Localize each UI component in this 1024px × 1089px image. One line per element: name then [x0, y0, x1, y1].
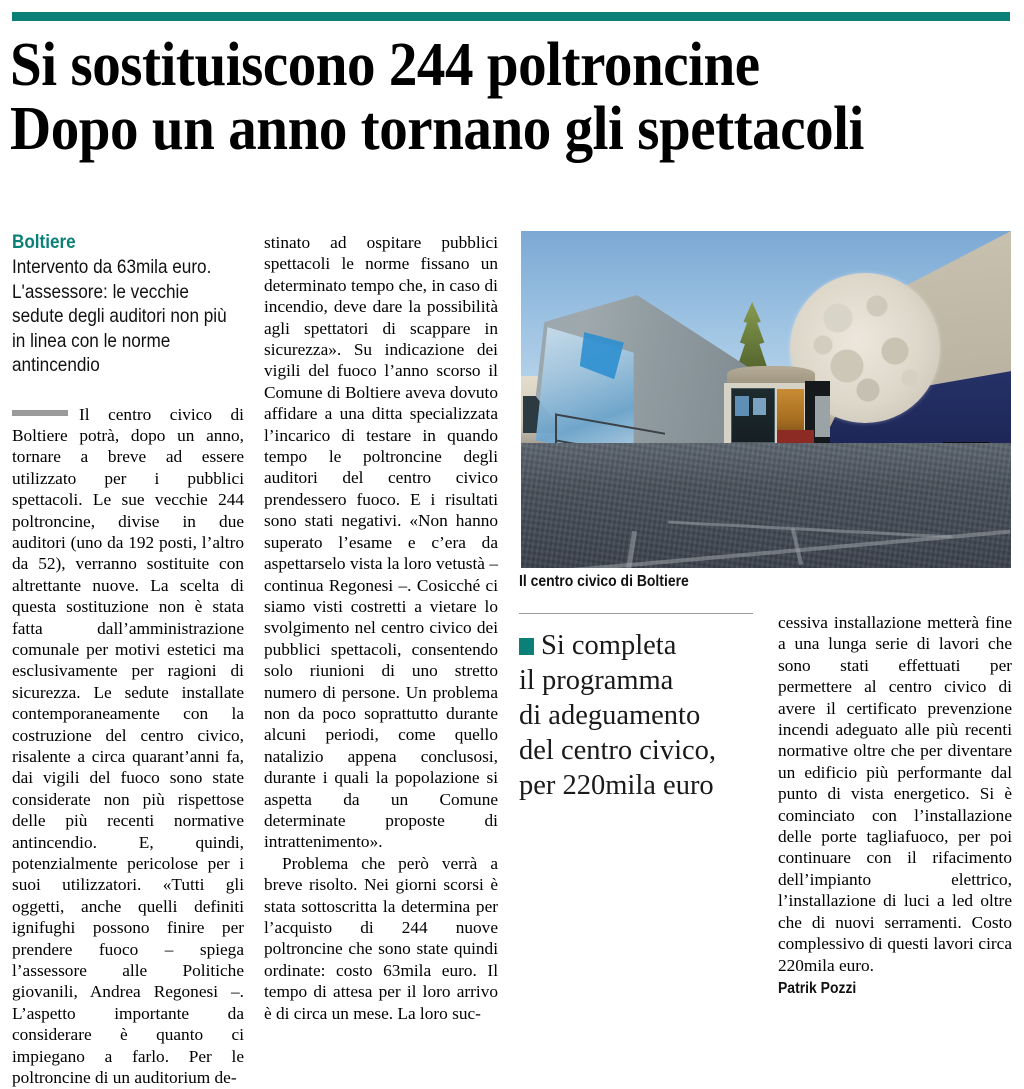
square-bullet-icon [519, 638, 534, 655]
paragraph-lead [12, 404, 244, 1089]
pullquote-line-5: per 220mila euro [519, 770, 714, 801]
headline-line-2: Dopo un anno tornano gli spettacoli [10, 95, 864, 163]
pullquote-line-1 [519, 628, 767, 663]
article-column-4 [778, 612, 1012, 998]
entrance-poster [735, 396, 750, 416]
article-column-2 [264, 232, 498, 1024]
headline-line-1: Si sostituiscono 244 poltroncine [10, 31, 760, 99]
article-photo [521, 231, 1011, 568]
pullquote-divider [519, 613, 753, 614]
article-byline: Patrik Pozzi [778, 979, 857, 997]
photo-caption: Il centro civico di Boltiere [519, 573, 689, 590]
pavement-seam [668, 521, 952, 539]
pullquote-line-2: il programma [519, 665, 674, 696]
entrance-red-mat [777, 430, 814, 443]
lead-dash-icon [12, 410, 68, 416]
paragraph-text: stinato ad ospitare pubblici spettacoli le norme fissano un determinato tempo che, in caso di incendio, deve dare la possibilità agli spettatori di scappare in sicurezza». Su indicazione dei vigili del fuoco l’anno scorso il Comune di Boltiere aveva dovuto affidare a una ditta specializzata l’incarico di testare in quando tempo le poltroncine degli auditori del centro civico prendessero fuoco. E i risultati sono stati negativi. «Non hanno superato l’esame e c’era da aspettarselo vista la loro vetustà – continua Regonesi –. Cosicché ci siamo visti costretti a vietare lo svolgimento nel centro civico dei pubblici spettacoli, consentendo solo riunioni di uno stretto numero di persone. Un problema non da poco soprattutto durante alcuni periodi, come quello natalizio appena conclusosi, durante i quali la popolazione si aspetta da un Comune determinate proposte di intrattenimento». [264, 233, 498, 852]
paragraph-text: Il centro civico di Boltiere potrà, dopo un anno, tornare a breve ad essere utilizzato per i pubblici spettacoli. Le sue vecchie 244 poltroncine, divise in due auditori (uno da 192 posti, l’altro da 52), verranno sostituite con altrettante nuove. La scelta di questa sostituzione non è stata fatta dall’amministrazione comunale per motivi estetici ma esclusivamente per ragioni di sicurezza. Le sedute installate contemporaneamente con la costruzione del centro civico, risalente a circa quarant’anni fa, dai vigili del fuoco sono state considerate non più rispettose delle più recenti normative antincendio. E, quindi, potenzialmente pericolose per i suoi utilizzatori. «Tutti gli oggetti, anche quelli definiti ignifughi possono finire per prendere fuoco – spiega l’assessore alle Politiche giovanili, Andrea Regonesi –. L’aspetto importante da considerare è quanto ci impiegano a farlo. Per le poltroncine di un auditorium de- [12, 404, 244, 1088]
paragraph-text: cessiva installazione metterà fine a una lunga serie di lavori che sono stati effettuati per permettere al centro civico di avere il certificato prevenzione incendi adeguato alle più recenti normative oltre che per diventare un edificio più performante dal punto di vista energetico. Si è cominciato con l’installazione delle porte tagliafuoco, per poi continuare con il rifacimento dell’impianto elettrico, l’installazione di luci a led oltre che di nuovi serramenti. Costo complessivo di questi lavori circa 220mila euro. [778, 613, 1012, 975]
pullquote-text: Si completa [541, 630, 677, 661]
pullquote-line-3: di adeguamento [519, 700, 701, 731]
article-column-1 [12, 232, 244, 1089]
article-subhead: Intervento da 63mila euro. L'assessore: le vecchie sedute degli auditori non più in linea con le norme antincendio [12, 256, 227, 376]
article-body-column-2 [264, 232, 498, 1024]
section-kicker: Boltiere [12, 232, 76, 253]
pullquote [519, 628, 767, 803]
pavement-foreground [521, 443, 1011, 568]
entrance-poster-secondary [753, 398, 766, 415]
article-body-column-1 [12, 404, 244, 1089]
pullquote-line-4: del centro civico, [519, 735, 717, 766]
page-title [10, 33, 1018, 161]
top-accent-rule [12, 12, 1010, 21]
photo-image [521, 231, 1011, 568]
paragraph-text: Problema che però verrà a breve risolto. Nei giorni scorsi è stata sottoscritta la determina per l’acquisto di 244 nuove poltroncine che sono state quindi ordinate: costo 63mila euro. Il tempo di attesa per il loro arrivo è di circa un mese. La loro suc- [264, 853, 498, 1023]
article-body-column-4 [778, 612, 1012, 976]
entrance-side-panel [815, 396, 830, 436]
